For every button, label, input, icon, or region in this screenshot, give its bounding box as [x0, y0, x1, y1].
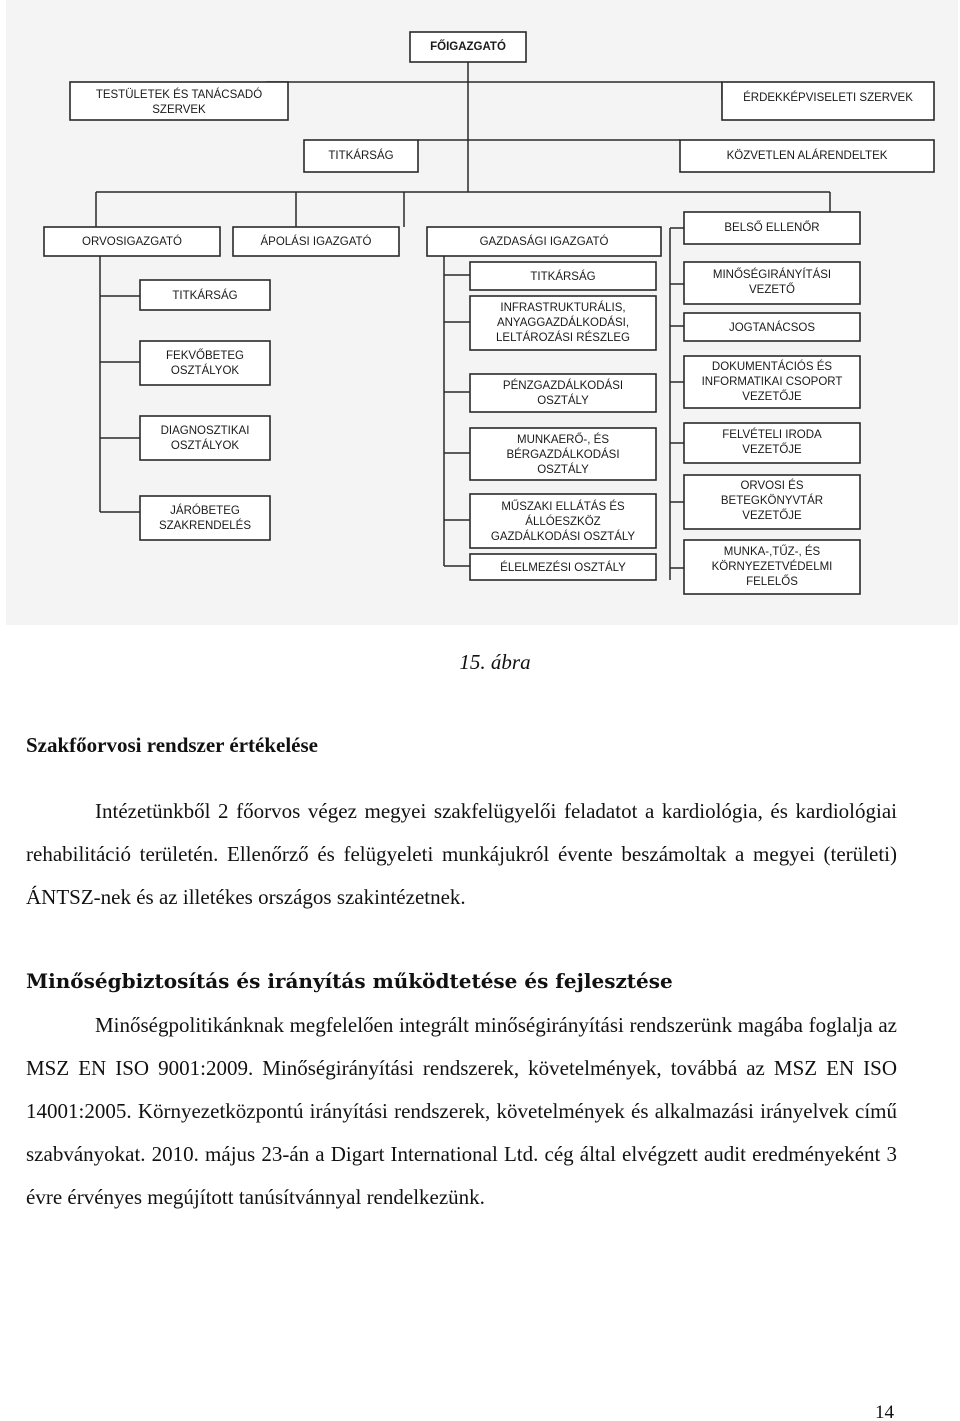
- box-infra-label-3: LELTÁROZÁSI RÉSZLEG: [496, 332, 630, 344]
- box-infra: [470, 296, 656, 350]
- box-orvosi-label-2: BETEGKÖNYVTÁR: [720, 495, 824, 507]
- box-elelmezesi-label: ÉLELMEZÉSI OSZTÁLY: [500, 562, 626, 574]
- box-gazdasagi-label: GAZDASÁGI IGAZGATÓ: [479, 236, 609, 248]
- page-number: 14: [875, 1402, 894, 1421]
- box-minoseg: [684, 262, 860, 304]
- box-infra-label-2: ANYAGGAZDÁLKODÁSI,: [496, 317, 630, 329]
- box-orvosigazgato: [44, 227, 220, 256]
- box-testuletek: [70, 82, 288, 120]
- box-testuletek-label-1: TESTÜLETEK ÉS TANÁCSADÓ: [95, 89, 263, 101]
- box-munka: [684, 540, 860, 594]
- box-jogtanacsos: [684, 313, 860, 341]
- box-muszaki-label-1: MŰSZAKI ELLÁTÁS ÉS: [501, 501, 625, 513]
- box-minoseg-label-1: MINŐSÉGIRÁNYÍTÁSI: [712, 269, 832, 281]
- box-penzugy: [470, 374, 656, 412]
- box-dokumentacios-label-2: INFORMATIKAI CSOPORT: [701, 376, 843, 388]
- box-kozvetlen: [680, 140, 934, 172]
- figure-caption: 15. ábra: [459, 650, 531, 674]
- box-orvosigazgato-label: ORVOSIGAZGATÓ: [82, 236, 182, 248]
- box-apolasi-label: ÁPOLÁSI IGAZGATÓ: [260, 236, 372, 248]
- box-dokumentacios-label-3: VEZETŐJE: [742, 391, 802, 403]
- box-munkaero: [470, 428, 656, 480]
- box-belso-ellenor: [684, 212, 860, 244]
- box-jarobeteg: [140, 496, 270, 540]
- box-dokumentacios-label-1: DOKUMENTÁCIÓS ÉS: [711, 361, 833, 373]
- box-diagnosztikai-label-1: DIAGNOSZTIKAI: [160, 425, 250, 437]
- box-fekvobeteg: [140, 341, 270, 385]
- box-munkaero-label-3: OSZTÁLY: [537, 464, 589, 476]
- box-gazd-titkarsag: [470, 262, 656, 290]
- box-titkarsag-top-label: TITKÁRSÁG: [328, 150, 394, 162]
- box-apolasi: [233, 227, 399, 256]
- box-infra-label-1: INFRASTRUKTURÁLIS,: [500, 302, 626, 314]
- box-diagnosztikai-label-2: OSZTÁLYOK: [170, 440, 240, 452]
- box-diagnosztikai: [140, 416, 270, 460]
- box-jarobeteg-label-2: SZAKRENDELÉS: [158, 520, 252, 532]
- box-munka-label-2: KÖRNYEZETVÉDELMI: [711, 561, 833, 573]
- box-orvosi: [684, 475, 860, 529]
- box-fekvobeteg-label-1: FEKVŐBETEG: [166, 350, 244, 362]
- box-munkaero-label-2: BÉRGAZDÁLKODÁSI: [506, 449, 620, 461]
- box-muszaki-label-2: ÁLLÓESZKÖZ: [525, 516, 601, 528]
- box-foigazgato-label: FŐIGAZGATÓ: [430, 41, 506, 53]
- box-dokumentacios: [684, 356, 860, 408]
- box-penzugy-label-1: PÉNZGAZDÁLKODÁSI: [502, 380, 624, 392]
- box-orvosi-label-1: ORVOSI ÉS: [740, 480, 804, 492]
- box-orvosi-label-3: VEZETŐJE: [742, 510, 802, 522]
- box-muszaki: [470, 494, 656, 548]
- box-gazd-titkarsag-label: TITKÁRSÁG: [530, 271, 596, 283]
- box-munka-label-3: FELELŐS: [746, 576, 798, 588]
- box-jarobeteg-label-1: JÁRÓBETEG: [170, 505, 240, 517]
- box-orvos-titkarsag: [140, 280, 270, 310]
- box-erdekkepviseleti: [722, 82, 934, 120]
- box-foigazgato: [410, 32, 526, 62]
- box-erdekkepviseleti-label: ÉRDEKKÉPVISELETI SZERVEK: [743, 92, 913, 104]
- box-minoseg-label-2: VEZETŐ: [748, 284, 796, 296]
- box-kozvetlen-label: KÖZVETLEN ALÁRENDELTEK: [726, 150, 888, 162]
- box-orvos-titkarsag-label: TITKÁRSÁG: [172, 290, 238, 302]
- box-munkaero-label-1: MUNKAERŐ-, ÉS: [516, 434, 610, 446]
- org-chart: [0, 0, 960, 625]
- box-elelmezesi: [470, 554, 656, 580]
- box-felveteli-label-2: VEZETŐJE: [742, 444, 802, 456]
- box-felveteli: [684, 423, 860, 463]
- paragraph-szakfoorvosi: Intézetünkből 2 főorvos végez megyei szakfelügyelői feladatot a kardiológia, és kardiológiai rehabilitáció területén. Ellenőrző és felügyeleti munkájukról évente beszámoltak a megyei (területi) ÁNTSZ-nek és az illetékes országos szakintézetnek.: [26, 799, 897, 909]
- box-gazdasagi: [427, 227, 661, 256]
- box-munka-label-1: MUNKA-,TŰZ-, ÉS: [723, 546, 821, 558]
- box-belso-ellenor-label: BELSŐ ELLENŐR: [724, 222, 820, 234]
- section-heading-minosegbiztositas: Minőségbiztosítás és irányítás működtetése és fejlesztése: [26, 969, 673, 993]
- box-jogtanacsos-label: JOGTANÁCSOS: [728, 322, 816, 334]
- box-penzugy-label-2: OSZTÁLY: [537, 395, 589, 407]
- section-heading-szakfoorvosi: Szakfőorvosi rendszer értékelése: [26, 733, 318, 757]
- box-titkarsag-top: [304, 140, 418, 172]
- box-testuletek-label-2: SZERVEK: [152, 104, 206, 116]
- box-felveteli-label-1: FELVÉTELI IRODA: [722, 429, 822, 441]
- box-fekvobeteg-label-2: OSZTÁLYOK: [170, 365, 240, 377]
- box-muszaki-label-3: GAZDÁLKODÁSI OSZTÁLY: [490, 531, 636, 543]
- paragraph-minosegbiztositas: Minőségpolitikánknak megfelelően integrált minőségirányítási rendszerünk magába foglalja az MSZ EN ISO 9001:2009. Minőségirányítási rendszerek, követelmények, továbbá az MSZ EN ISO 14001:2005. Környezetközpontú irányítási rendszerek, követelmények és alkalmazási irányelvek című szabványokat. 2010. május 23-án a Digart International Ltd. cég által elvégzett audit eredményeként 3 évre érvényes megújított tanúsítvánnyal rendelkezünk.: [26, 1013, 897, 1209]
